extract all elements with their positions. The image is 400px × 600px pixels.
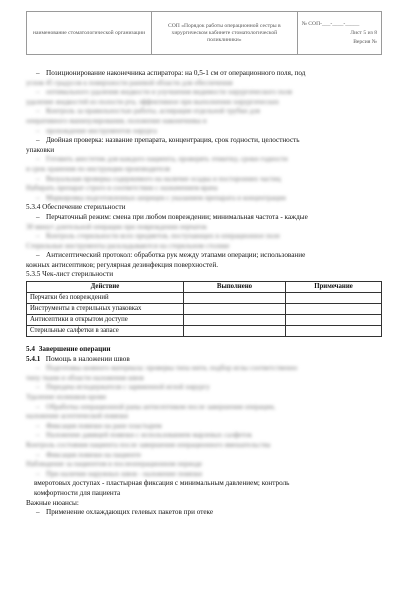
table-cell xyxy=(184,304,286,315)
blurred-line: – оптимального удаления жидкости и улучшения видимости хирургического поля xyxy=(26,88,382,98)
blurred-line: – Наложение давящей повязки с использованием марлевых салфеток xyxy=(26,431,382,441)
blurred-line: – Визуальная проверка содержимого на наличие осадка и посторонних частиц xyxy=(26,175,382,185)
table-cell xyxy=(184,293,286,304)
column-header: Примечание xyxy=(286,282,382,293)
blurred-line: – Фиксация повязки на ране пластырем xyxy=(26,422,382,432)
text-line: упаковки xyxy=(26,145,55,154)
table-cell: Стерильные салфетки в запасе xyxy=(27,326,184,337)
document-header xyxy=(26,11,382,55)
blurred-line: Наблюдение за пациентом в послеоперационном периоде xyxy=(26,460,203,469)
notes-label: Важные нюансы: xyxy=(26,498,79,507)
blurred-line: углом 45 градусов к поверхности раневой области для обеспечения xyxy=(26,78,233,87)
blurred-line: – Фиксация повязки на пациенте xyxy=(26,451,382,461)
text-line: вмеротовых доступах - пластырная фиксация с минимальным давлением; контроль xyxy=(34,479,290,488)
subsection-number: 5.4.1 xyxy=(26,354,41,363)
section-heading xyxy=(26,345,382,355)
section-title: Завершение операции xyxy=(38,345,111,354)
blurred-line: типу ткани и области наложения швов xyxy=(26,373,144,382)
table-row xyxy=(27,304,382,315)
table-cell xyxy=(286,293,382,304)
blurred-line: – Маркировка подготовленных шприцев с указанием препарата и концентрации xyxy=(26,194,382,204)
table-cell: Антисептики в открытом доступе xyxy=(27,315,184,326)
blurred-line: Контроль состояния пациента после завершения операционного вмешательства xyxy=(26,441,271,449)
sterility-checklist-table xyxy=(26,281,382,337)
section-heading: 5.3.4 Обеспечение стерильности xyxy=(26,203,126,212)
organization-name: наименование стоматологической организации xyxy=(27,12,152,55)
blurred-line: – Передача иглодержателя с заряженной иглой хирургу xyxy=(26,383,382,393)
blurred-line: – прохождение инструментов хирурга xyxy=(26,127,382,137)
table-cell xyxy=(184,315,286,326)
section-heading: 5.3.5 Чек-лист стерильности xyxy=(26,270,114,279)
blurred-line: – Подготовка шовного материала: проверка типа нити, подбор иглы соответственно xyxy=(26,364,382,374)
text-line: – Позиционирование наконечника аспиратора: на 0,5-1 см от операционного поля, под xyxy=(26,69,382,79)
text-line: комфортности для пациента xyxy=(34,488,121,497)
blurred-line: – Обработка операционной раны антисептиком после завершения операции, xyxy=(26,403,382,413)
table-cell xyxy=(286,326,382,337)
column-header: Действие xyxy=(27,282,184,293)
table-row xyxy=(27,326,382,337)
table-cell: Перчатки без повреждений xyxy=(27,293,184,304)
sop-meta xyxy=(297,12,381,55)
version-number: Версия № xyxy=(353,38,377,45)
blurred-line: – Готовить анестетик для каждого пациента, проверять этикетку, сроки годности xyxy=(26,155,382,165)
text-line: кожных антисептиков; регулярная дезинфекция поверхностей. xyxy=(26,260,218,269)
blurred-line: наложение асептической повязки xyxy=(26,412,129,421)
column-header: Выполнено xyxy=(184,282,286,293)
table-cell xyxy=(286,315,382,326)
table-cell xyxy=(184,326,286,337)
blurred-line: – Контроль стерильности всех предметов, поступающих в операционное поле xyxy=(26,232,382,242)
table-cell: Инструменты в стерильных упаковках xyxy=(27,304,184,315)
table-row xyxy=(27,315,382,326)
subsection-title: Помощь в наложении швов xyxy=(45,354,130,363)
sop-number: № СОП-___-____-_____ xyxy=(301,20,360,27)
blurred-line: и срок хранения по инструкции производителя xyxy=(26,164,170,173)
section-number: 5.4 xyxy=(26,345,35,354)
sheet-number: Лист 5 из 8 xyxy=(350,29,377,36)
blurred-line: Набирать препарат строго в соответствии с назначением врача xyxy=(26,184,218,193)
blurred-line: – При наличии наружных швов - наложение повязки xyxy=(26,470,382,480)
blurred-line: удаление жидкостей из полости рта, эффективное при выполнении хирургических xyxy=(26,97,280,106)
document-body xyxy=(26,69,382,518)
subsection-heading xyxy=(26,355,382,365)
table-cell xyxy=(286,304,382,315)
text-line: – Двойная проверка: название препарата, концентрация, срок годности, целостность xyxy=(26,136,382,146)
blurred-line: 30 минут длительной операции при повреждении перчаток xyxy=(26,222,207,231)
sop-title: СОП «Порядок работы операционной сестры в хирургическом кабинете стоматологической поликлиники» xyxy=(152,12,297,55)
text-line: – Применение охлаждающих гелевых пакетов при отеке xyxy=(26,508,382,518)
text-line: – Перчаточный режим: смена при любом повреждении; минимальная частота - каждые xyxy=(26,213,382,223)
text-line: – Антисептический протокол: обработка рук между этапами операции; использование xyxy=(26,251,382,261)
table-row xyxy=(27,293,382,304)
blurred-line: Стерильные инструменты раскладываются на стерильном столике xyxy=(26,241,230,250)
blurred-line: оперативного манипулирования, положение наконечника и xyxy=(26,116,207,125)
table-header-row xyxy=(27,282,382,293)
blurred-line: – Контроль за правильностью работы, аспирация отдельной трубки для xyxy=(26,107,382,117)
blurred-line: Удаление излишков крови xyxy=(26,393,106,402)
